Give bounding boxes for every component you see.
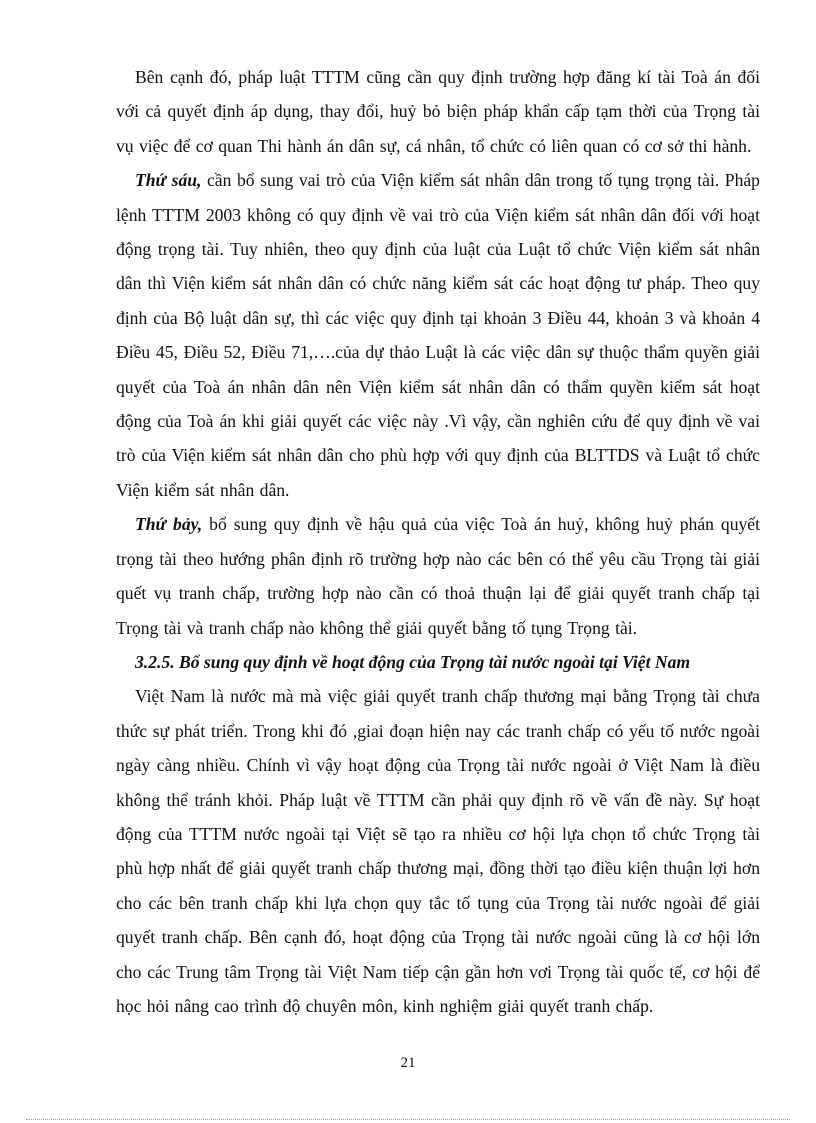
paragraph-text: bổ sung quy định về hậu quả của việc Toà án huỷ, không huỷ phán quyết trọng tài theo hướng phân định rõ trường hợp nào các bên có thể yêu cầu Trọng tài giải quết vụ tranh chấp, trường hợp nào cần có thoả thuận lại để giải quyết tranh chấp tại Trọng tài và tranh chấp nào không thể giải quyết bằng tố tụng Trọng tài. [116,514,760,638]
paragraph-text: Việt Nam là nước mà mà việc giải quyết tranh chấp thương mại bằng Trọng tài chưa thức sự phát triển. Trong khi đó ,giai đoạn hiện nay các tranh chấp có yếu tố nước ngoài ngày càng nhiều. Chính vì vậy hoạt động của Trọng tài nước ngoài ở Việt Nam là điều không thể tránh khỏi. Pháp luật về TTTM cần phải quy định rõ về vấn đề này. Sự hoạt động của TTTM nước ngoài tại Việt sẽ tạo ra nhiều cơ hội lựa chọn tổ chức Trọng tài phù hợp nhất để giải quyết tranh chấp thương mại, đồng thời tạo điều kiện thuận lợi hơn cho các bên tranh chấp khi lựa chọn quy tắc tố tụng của Trọng tài nước ngoài để giải quyết tranh chấp. Bên cạnh đó, hoạt động của Trọng tài nước ngoài cũng là cơ hội lớn cho các Trung tâm Trọng tài Việt Nam tiếp cận gần hơn vơi Trọng tài quốc tế, cơ hội để học hỏi nâng cao trình độ chuyên môn, kinh nghiệm giải quyết tranh chấp. [116,686,760,1016]
page-body [116,60,760,1023]
paragraph-foreign-arbitration [116,679,760,1023]
paragraph-text: Bên cạnh đó, pháp luật TTTM cũng cần quy định trường hợp đăng kí tài Toà án đối với cả quyết định áp dụng, thay đổi, huỷ bỏ biện pháp khẩn cấp tạm thời của Trọng tài vụ việc để cơ quan Thi hành án dân sự, cá nhân, tổ chức có liên quan có cơ sở thi hành. [116,67,760,156]
paragraph-text: cần bổ sung vai trò của Viện kiểm sát nhân dân trong tố tụng trọng tài. Pháp lệnh TTTM 2003 không có quy định về vai trò của Viện kiểm sát nhân dân đối với hoạt động trọng tài. Tuy nhiên, theo quy định của luật của Luật tổ chức Viện kiểm sát nhân dân thì Viện kiểm sát nhân dân có chức năng kiểm sát các hoạt động tư pháp. Theo quy định của Bộ luật dân sự, thì các việc quy định tại khoản 3 Điều 44, khoản 3 và khoản 4 Điều 45, Điều 52, Điều 71,….của dự thảo Luật là các việc dân sự thuộc thẩm quyền giải quyết của Toà án nhân dân nên Viện kiểm sát nhân dân có thẩm quyền kiểm sát hoạt động của Toà án khi giải quyết các việc này .Vì vậy, cần nghiên cứu để quy định về vai trò của Viện kiểm sát nhân dân cho phù hợp với quy định của BLTTDS và Luật tổ chức Viện kiểm sát nhân dân. [116,170,760,500]
section-heading: 3.2.5. Bổ sung quy định về hoạt động của Trọng tài nước ngoài tại Việt Nam [135,651,691,672]
page-number: 21 [400,1055,416,1071]
footer-divider [26,1119,790,1120]
paragraph-sixth-point [116,163,760,507]
paragraph-lead: Thứ sáu, [135,170,202,191]
paragraph-seventh-point [116,507,760,645]
paragraph-lead: Thứ bảy, [135,514,203,535]
paragraph-court-registration [116,60,760,163]
